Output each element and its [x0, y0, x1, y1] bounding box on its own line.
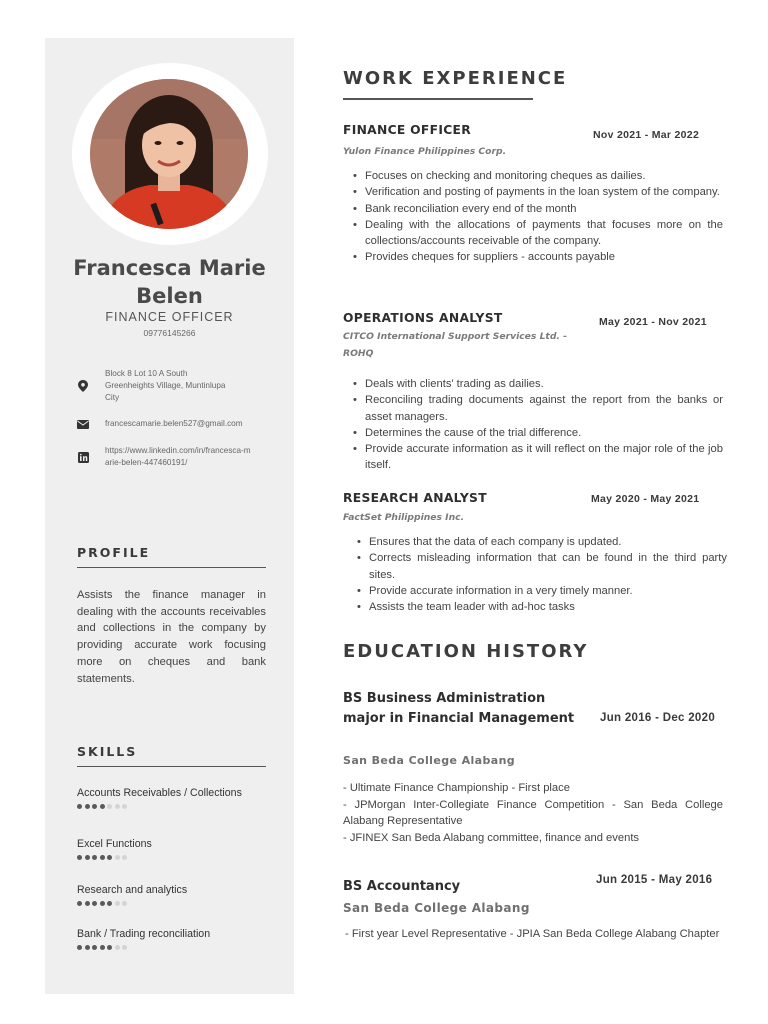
job-title: OPERATIONS ANALYST: [343, 311, 503, 325]
skill-dot-filled: [92, 804, 97, 809]
job-bullet: • Ensures that the data of each company is updated.: [347, 534, 727, 550]
job-title: RESEARCH ANALYST: [343, 491, 487, 505]
skill-dot-filled: [85, 945, 90, 950]
education-note: - JPMorgan Inter-Collegiate Finance Competition - San Beda College Alabang Representative: [343, 798, 723, 827]
education-degree: BS Accountancy: [343, 879, 461, 894]
skill-dot-empty: [122, 945, 127, 950]
skill-item: [77, 884, 277, 906]
education-notes: [343, 780, 723, 846]
skill-name: Research and analytics: [77, 884, 188, 896]
job-bullet: • Provides cheques for suppliers - accounts payable: [343, 249, 723, 265]
skill-dot-filled: [77, 804, 82, 809]
job-company: FactSet Philippines Inc.: [343, 512, 465, 523]
skill-dot-empty: [122, 804, 127, 809]
job-bullets: [343, 168, 723, 266]
skill-dot-filled: [77, 945, 82, 950]
job-bullet: • Determines the cause of the trial difference.: [343, 425, 723, 441]
skill-dot-filled: [100, 945, 105, 950]
sidebar: [45, 38, 294, 994]
contact-email[interactable]: [75, 416, 275, 432]
skill-name: Excel Functions: [77, 838, 152, 850]
education-dates: Jun 2016 - Dec 2020: [600, 712, 716, 724]
contact-address: [75, 368, 275, 404]
work-experience-heading: WORK EXPERIENCE: [343, 68, 568, 89]
job-bullets: [347, 534, 727, 615]
skill-dot-filled: [100, 855, 105, 860]
job-bullet: • Assists the team leader with ad-hoc tasks: [347, 599, 727, 615]
skill-dot-filled: [85, 901, 90, 906]
skill-dot-empty: [122, 855, 127, 860]
skill-item: [77, 928, 277, 950]
education-degree: BS Business Administration major in Financial Management: [343, 691, 575, 726]
skill-dot-empty: [115, 804, 120, 809]
education-dates: Jun 2015 - May 2016: [596, 874, 713, 886]
job-bullet: • Focuses on checking and monitoring cheques as dailies.: [343, 168, 723, 184]
profile-heading: PROFILE: [77, 545, 266, 568]
job-dates: Nov 2021 - Mar 2022: [593, 129, 700, 141]
skill-dot-filled: [100, 804, 105, 809]
profile-summary: Assists the finance manager in dealing with the accounts receivables and collections in the company by providing accurate work focusing more on cheques and bank statements.: [77, 589, 266, 685]
linkedin-icon: [75, 449, 91, 465]
skill-dot-filled: [107, 855, 112, 860]
skill-dot-filled: [85, 855, 90, 860]
skill-dot-filled: [85, 804, 90, 809]
skill-dot-filled: [100, 901, 105, 906]
skill-dot-empty: [115, 855, 120, 860]
skill-dot-filled: [92, 945, 97, 950]
skill-dot-filled: [77, 855, 82, 860]
skill-item: [77, 838, 277, 860]
job-bullet: • Deals with clients' trading as dailies.: [343, 376, 723, 392]
phone-number: 09776145266: [143, 328, 196, 338]
skill-level-dots: [77, 901, 277, 906]
skill-level-dots: [77, 945, 277, 950]
skill-dot-filled: [92, 901, 97, 906]
education-school: San Beda College Alabang: [343, 901, 530, 915]
profile-photo-frame: [72, 63, 268, 245]
education-history-heading: EDUCATION HISTORY: [343, 641, 589, 662]
job-bullet: • Reconciling trading documents against the report from the banks or asset managers.: [343, 392, 723, 425]
profile-photo: [90, 79, 248, 229]
job-bullet: • Provide accurate information in a very timely manner.: [347, 583, 727, 599]
skills-heading: SKILLS: [77, 744, 266, 767]
education-notes: [345, 926, 725, 943]
education-school: San Beda College Alabang: [343, 754, 516, 767]
skill-dot-empty: [107, 804, 112, 809]
job-bullet: • Dealing with the allocations of payments that focuses more on the collections/accounts receivable of the company.: [343, 217, 723, 250]
skill-name: Accounts Receivables / Collections: [77, 787, 242, 799]
contact-linkedin[interactable]: [75, 445, 275, 469]
skill-dot-filled: [92, 855, 97, 860]
education-note: - Ultimate Finance Championship - First place: [343, 782, 570, 794]
job-dates: May 2020 - May 2021: [591, 493, 700, 505]
skill-dot-filled: [107, 945, 112, 950]
skill-dot-filled: [107, 901, 112, 906]
job-bullet: • Provide accurate information as it will reflect on the major role of the job itself.: [343, 441, 723, 474]
job-company: CITCO International Support Services Ltd. - ROHQ: [343, 331, 567, 359]
job-title: FINANCE OFFICER: [343, 123, 472, 137]
skill-dot-empty: [122, 901, 127, 906]
heading-divider: [343, 98, 533, 100]
skill-dot-filled: [77, 901, 82, 906]
linkedin-url[interactable]: https://www.linkedin.com/in/francesca-marie-belen-447460191/: [105, 446, 251, 467]
email-text[interactable]: francescamarie.belen527@gmail.com: [105, 419, 243, 428]
skill-level-dots: [77, 804, 277, 809]
candidate-title: FINANCE OFFICER: [105, 310, 234, 324]
job-bullet: • Bank reconciliation every end of the month: [343, 201, 723, 217]
job-bullet: • Verification and posting of payments in the loan system of the company.: [343, 184, 723, 200]
job-bullets: [343, 376, 723, 474]
address-text: Block 8 Lot 10 A South Greenheights Village, Muntinlupa City: [105, 369, 226, 402]
education-note: - JFINEX San Beda Alabang committee, finance and events: [343, 831, 640, 844]
education-note: - First year Level Representative - JPIA San Beda College Alabang Chapter: [345, 928, 720, 940]
job-bullet: • Corrects misleading information that can be found in the third party sites.: [347, 550, 727, 583]
email-icon: [75, 416, 91, 432]
skill-level-dots: [77, 855, 277, 860]
location-pin-icon: [75, 378, 91, 394]
skill-name: Bank / Trading reconciliation: [77, 928, 211, 940]
candidate-name: Francesca Marie Belen: [73, 256, 266, 308]
skill-item: [77, 787, 277, 809]
skill-dot-empty: [115, 901, 120, 906]
job-dates: May 2021 - Nov 2021: [599, 316, 707, 328]
job-company: Yulon Finance Philippines Corp.: [343, 146, 507, 157]
skill-dot-empty: [115, 945, 120, 950]
